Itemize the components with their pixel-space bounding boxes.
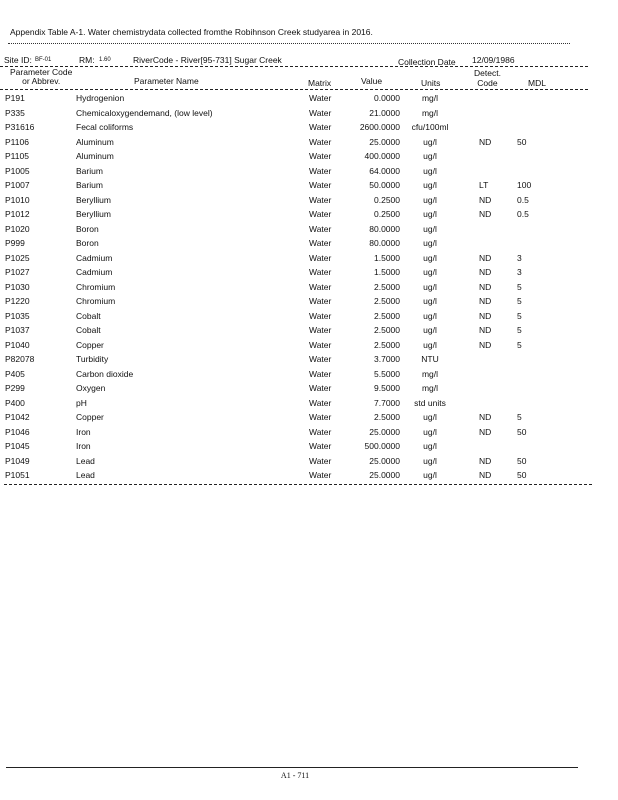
parameter-name-cell: Iron bbox=[76, 441, 91, 451]
rm-value: 1.60 bbox=[99, 57, 111, 63]
mdl-cell: 5 bbox=[517, 296, 522, 306]
value-cell: 400.0000 bbox=[364, 151, 400, 161]
units-cell: ug/l bbox=[423, 339, 437, 350]
parameter-code-cell: P1012 bbox=[5, 209, 30, 219]
value-cell: 80.0000 bbox=[369, 223, 400, 234]
value-cell: 50.0000 bbox=[369, 180, 400, 190]
column-header-value: Value bbox=[361, 76, 383, 86]
value-cell: 25.0000 bbox=[369, 136, 400, 147]
column-header-detect-line2: Code bbox=[477, 78, 498, 88]
units-cell: ug/l bbox=[423, 470, 437, 480]
header-rule-top bbox=[0, 66, 588, 67]
value-cell: 5.5000 bbox=[374, 368, 400, 379]
parameter-code-cell: P1025 bbox=[5, 252, 30, 263]
footer-rule bbox=[6, 767, 578, 768]
detect-code-cell: ND bbox=[479, 209, 492, 219]
table-row bbox=[0, 311, 618, 325]
parameter-name-cell: Hydrogenion bbox=[76, 93, 125, 103]
units-cell: ug/l bbox=[423, 180, 437, 190]
value-cell: 64.0000 bbox=[369, 165, 400, 176]
site-id-value: BF-01 bbox=[35, 57, 52, 63]
parameter-code-cell: P1030 bbox=[5, 281, 30, 292]
matrix-cell: Water bbox=[309, 296, 332, 306]
mdl-cell: 50 bbox=[517, 426, 527, 437]
parameter-name-cell: Beryllium bbox=[76, 194, 111, 205]
value-cell: 2.5000 bbox=[374, 325, 400, 335]
units-cell: ug/l bbox=[423, 194, 437, 205]
detect-code-cell: ND bbox=[479, 310, 492, 321]
parameter-code-cell: P31616 bbox=[5, 122, 35, 132]
matrix-cell: Water bbox=[309, 267, 332, 277]
matrix-cell: Water bbox=[309, 136, 332, 147]
units-cell: std units bbox=[414, 397, 446, 408]
value-cell: 3.7000 bbox=[374, 354, 400, 364]
value-cell: 9.5000 bbox=[374, 383, 400, 393]
units-cell: ug/l bbox=[423, 441, 437, 451]
value-cell: 0.0000 bbox=[374, 93, 400, 103]
units-cell: ug/l bbox=[423, 455, 437, 466]
units-cell: ug/l bbox=[423, 252, 437, 263]
parameter-code-cell: P1046 bbox=[5, 426, 30, 437]
units-cell: ug/l bbox=[423, 296, 437, 306]
value-cell: 500.0000 bbox=[364, 441, 400, 451]
matrix-cell: Water bbox=[309, 383, 332, 393]
parameter-code-cell: P999 bbox=[5, 238, 25, 248]
column-header-units: Units bbox=[421, 78, 441, 88]
parameter-name-cell: Aluminum bbox=[76, 136, 114, 147]
value-cell: 25.0000 bbox=[369, 426, 400, 437]
parameter-name-cell: Cadmium bbox=[76, 252, 113, 263]
mdl-cell: 5 bbox=[517, 412, 522, 422]
parameter-code-cell: P1010 bbox=[5, 194, 30, 205]
table-row bbox=[0, 180, 618, 194]
units-cell: NTU bbox=[421, 354, 439, 364]
matrix-cell: Water bbox=[309, 339, 332, 350]
units-cell: ug/l bbox=[423, 209, 437, 219]
parameter-name-cell: Cobalt bbox=[76, 325, 101, 335]
table-row bbox=[0, 108, 618, 122]
parameter-name-cell: Chemicaloxygendemand, (low level) bbox=[76, 107, 213, 118]
detect-code-cell: ND bbox=[479, 470, 492, 480]
collection-date-value: 12/09/1986 bbox=[472, 55, 515, 65]
detect-code-cell: ND bbox=[479, 194, 492, 205]
mdl-cell: 5 bbox=[517, 339, 522, 350]
rm-label: RM: bbox=[79, 55, 95, 65]
matrix-cell: Water bbox=[309, 325, 332, 335]
table-row bbox=[0, 383, 618, 397]
matrix-cell: Water bbox=[309, 281, 332, 292]
table-row bbox=[0, 441, 618, 455]
table-row bbox=[0, 412, 618, 426]
mdl-cell: 5 bbox=[517, 310, 522, 321]
mdl-cell: 0.5 bbox=[517, 194, 529, 205]
units-cell: ug/l bbox=[423, 136, 437, 147]
value-cell: 1.5000 bbox=[374, 267, 400, 277]
mdl-cell: 3 bbox=[517, 252, 522, 263]
value-cell: 25.0000 bbox=[369, 455, 400, 466]
parameter-name-cell: Lead bbox=[76, 470, 95, 480]
parameter-name-cell: Barium bbox=[76, 180, 103, 190]
units-cell: mg/l bbox=[421, 93, 439, 103]
matrix-cell: Water bbox=[309, 426, 332, 437]
table-row bbox=[0, 470, 618, 484]
units-cell: ug/l bbox=[423, 151, 437, 161]
table-row bbox=[0, 137, 618, 151]
matrix-cell: Water bbox=[309, 180, 332, 190]
parameter-code-cell: P82078 bbox=[5, 354, 35, 364]
value-cell: 25.0000 bbox=[369, 470, 400, 480]
parameter-code-cell: P1049 bbox=[5, 455, 30, 466]
parameter-name-cell: Fecal coliforms bbox=[76, 122, 134, 132]
table-row bbox=[0, 354, 618, 368]
table-row bbox=[0, 267, 618, 281]
value-cell: 0.2500 bbox=[374, 194, 400, 205]
value-cell: 7.7000 bbox=[374, 397, 400, 408]
parameter-code-cell: P299 bbox=[5, 383, 25, 393]
parameter-code-cell: P400 bbox=[5, 397, 25, 408]
parameter-name-cell: Turbidity bbox=[76, 354, 109, 364]
units-cell: ug/l bbox=[423, 267, 437, 277]
table-row bbox=[0, 93, 618, 107]
parameter-code-cell: P335 bbox=[5, 107, 25, 118]
units-cell: mg/l bbox=[421, 107, 439, 118]
table-row bbox=[0, 398, 618, 412]
table-row bbox=[0, 253, 618, 267]
mdl-cell: 50 bbox=[517, 455, 527, 466]
parameter-code-cell: P191 bbox=[5, 93, 25, 103]
table-row bbox=[0, 340, 618, 354]
parameter-code-cell: P1035 bbox=[5, 310, 30, 321]
matrix-cell: Water bbox=[309, 107, 332, 118]
parameter-name-cell: Carbon dioxide bbox=[76, 368, 134, 379]
detect-code-cell: ND bbox=[479, 339, 492, 350]
matrix-cell: Water bbox=[309, 165, 332, 176]
value-cell: 2.5000 bbox=[374, 281, 400, 292]
parameter-name-cell: Copper bbox=[76, 339, 104, 350]
parameter-name-cell: Aluminum bbox=[76, 151, 114, 161]
table-row bbox=[0, 195, 618, 209]
detect-code-cell: ND bbox=[479, 412, 492, 422]
table-end-rule bbox=[4, 484, 592, 485]
units-cell: ug/l bbox=[423, 238, 437, 248]
matrix-cell: Water bbox=[309, 252, 332, 263]
value-cell: 0.2500 bbox=[374, 209, 400, 219]
mdl-cell: 5 bbox=[517, 325, 522, 335]
value-cell: 2.5000 bbox=[374, 296, 400, 306]
parameter-code-cell: P1027 bbox=[5, 267, 30, 277]
matrix-cell: Water bbox=[309, 223, 332, 234]
caption-divider bbox=[8, 43, 570, 44]
mdl-cell: 3 bbox=[517, 267, 522, 277]
column-header-matrix: Matrix bbox=[308, 78, 332, 88]
parameter-code-cell: P1220 bbox=[5, 296, 30, 306]
detect-code-cell: ND bbox=[479, 267, 492, 277]
parameter-code-cell: P1037 bbox=[5, 325, 30, 335]
parameter-name-cell: Cobalt bbox=[76, 310, 101, 321]
detect-code-cell: ND bbox=[479, 296, 492, 306]
header-rule-bottom bbox=[0, 89, 588, 90]
table-row bbox=[0, 456, 618, 470]
matrix-cell: Water bbox=[309, 122, 332, 132]
units-cell: cfu/100ml bbox=[411, 122, 449, 132]
units-cell: mg/l bbox=[421, 368, 439, 379]
table-row bbox=[0, 238, 618, 252]
table-caption: Appendix Table A-1. Water chemistrydata collected fromthe Robihnson Creek studyarea in 2016. bbox=[10, 27, 373, 37]
matrix-cell: Water bbox=[309, 441, 332, 451]
parameter-name-cell: Boron bbox=[76, 223, 99, 234]
parameter-code-cell: P1051 bbox=[5, 470, 30, 480]
matrix-cell: Water bbox=[309, 368, 332, 379]
units-cell: ug/l bbox=[423, 223, 437, 234]
value-cell: 1.5000 bbox=[374, 252, 400, 263]
parameter-code-cell: P1040 bbox=[5, 339, 30, 350]
table-row bbox=[0, 296, 618, 310]
value-cell: 80.0000 bbox=[369, 238, 400, 248]
detect-code-cell: ND bbox=[479, 281, 492, 292]
detect-code-cell: ND bbox=[479, 136, 492, 147]
parameter-code-cell: P405 bbox=[5, 368, 25, 379]
page-number: A1 - 711 bbox=[280, 771, 310, 780]
parameter-name-cell: Chromium bbox=[76, 296, 116, 306]
table-row bbox=[0, 122, 618, 136]
parameter-name-cell: Oxygen bbox=[76, 383, 106, 393]
parameter-code-cell: P1042 bbox=[5, 412, 30, 422]
mdl-cell: 0.5 bbox=[517, 209, 529, 219]
matrix-cell: Water bbox=[309, 238, 332, 248]
parameter-code-cell: P1045 bbox=[5, 441, 30, 451]
value-cell: 2.5000 bbox=[374, 412, 400, 422]
matrix-cell: Water bbox=[309, 93, 332, 103]
matrix-cell: Water bbox=[309, 455, 332, 466]
mdl-cell: 100 bbox=[517, 180, 532, 190]
value-cell: 21.0000 bbox=[369, 107, 400, 118]
table-row bbox=[0, 325, 618, 339]
table-row bbox=[0, 166, 618, 180]
collection-date-label: Collection Date bbox=[398, 57, 456, 67]
parameter-name-cell: Boron bbox=[76, 238, 99, 248]
parameter-code-cell: P1007 bbox=[5, 180, 30, 190]
units-cell: ug/l bbox=[423, 281, 437, 292]
table-row bbox=[0, 209, 618, 223]
table-row bbox=[0, 151, 618, 165]
column-header-code-line2: or Abbrev. bbox=[22, 76, 61, 86]
value-cell: 2.5000 bbox=[374, 310, 400, 321]
detect-code-cell: ND bbox=[479, 426, 492, 437]
units-cell: ug/l bbox=[423, 426, 437, 437]
matrix-cell: Water bbox=[309, 209, 332, 219]
table-row bbox=[0, 282, 618, 296]
mdl-cell: 50 bbox=[517, 136, 527, 147]
parameter-name-cell: Iron bbox=[76, 426, 91, 437]
column-header-name: Parameter Name bbox=[134, 76, 199, 86]
river-code: RiverCode - River[95-731] Sugar Creek bbox=[133, 55, 282, 65]
parameter-name-cell: Cadmium bbox=[76, 267, 113, 277]
column-header-mdl: MDL bbox=[528, 78, 546, 88]
mdl-cell: 5 bbox=[517, 281, 522, 292]
column-header-detect-line1: Detect. bbox=[474, 68, 501, 78]
parameter-name-cell: Chromium bbox=[76, 281, 116, 292]
column-header-code-line1: Parameter Code bbox=[10, 67, 73, 77]
parameter-name-cell: pH bbox=[76, 397, 87, 408]
parameter-code-cell: P1005 bbox=[5, 165, 30, 176]
value-cell: 2600.0000 bbox=[359, 122, 400, 132]
detect-code-cell: ND bbox=[479, 455, 492, 466]
matrix-cell: Water bbox=[309, 470, 332, 480]
detect-code-cell: ND bbox=[479, 325, 492, 335]
matrix-cell: Water bbox=[309, 354, 332, 364]
parameter-code-cell: P1020 bbox=[5, 223, 30, 234]
site-id-label: Site ID: bbox=[4, 55, 32, 65]
table-row bbox=[0, 224, 618, 238]
matrix-cell: Water bbox=[309, 412, 332, 422]
column-header-code bbox=[10, 68, 72, 86]
matrix-cell: Water bbox=[309, 194, 332, 205]
parameter-name-cell: Lead bbox=[76, 455, 95, 466]
table-row bbox=[0, 369, 618, 383]
units-cell: ug/l bbox=[423, 325, 437, 335]
column-header-detect bbox=[474, 68, 501, 88]
units-cell: ug/l bbox=[423, 412, 437, 422]
detect-code-cell: ND bbox=[479, 252, 492, 263]
matrix-cell: Water bbox=[309, 310, 332, 321]
units-cell: mg/l bbox=[421, 383, 439, 393]
parameter-name-cell: Copper bbox=[76, 412, 104, 422]
parameter-name-cell: Beryllium bbox=[76, 209, 111, 219]
matrix-cell: Water bbox=[309, 151, 332, 161]
units-cell: ug/l bbox=[423, 310, 437, 321]
parameter-name-cell: Barium bbox=[76, 165, 103, 176]
units-cell: ug/l bbox=[423, 165, 437, 176]
parameter-code-cell: P1105 bbox=[5, 151, 29, 161]
value-cell: 2.5000 bbox=[374, 339, 400, 350]
table-row bbox=[0, 427, 618, 441]
detect-code-cell: LT bbox=[479, 180, 489, 190]
mdl-cell: 50 bbox=[517, 470, 527, 480]
parameter-code-cell: P1106 bbox=[5, 136, 29, 147]
matrix-cell: Water bbox=[309, 397, 332, 408]
